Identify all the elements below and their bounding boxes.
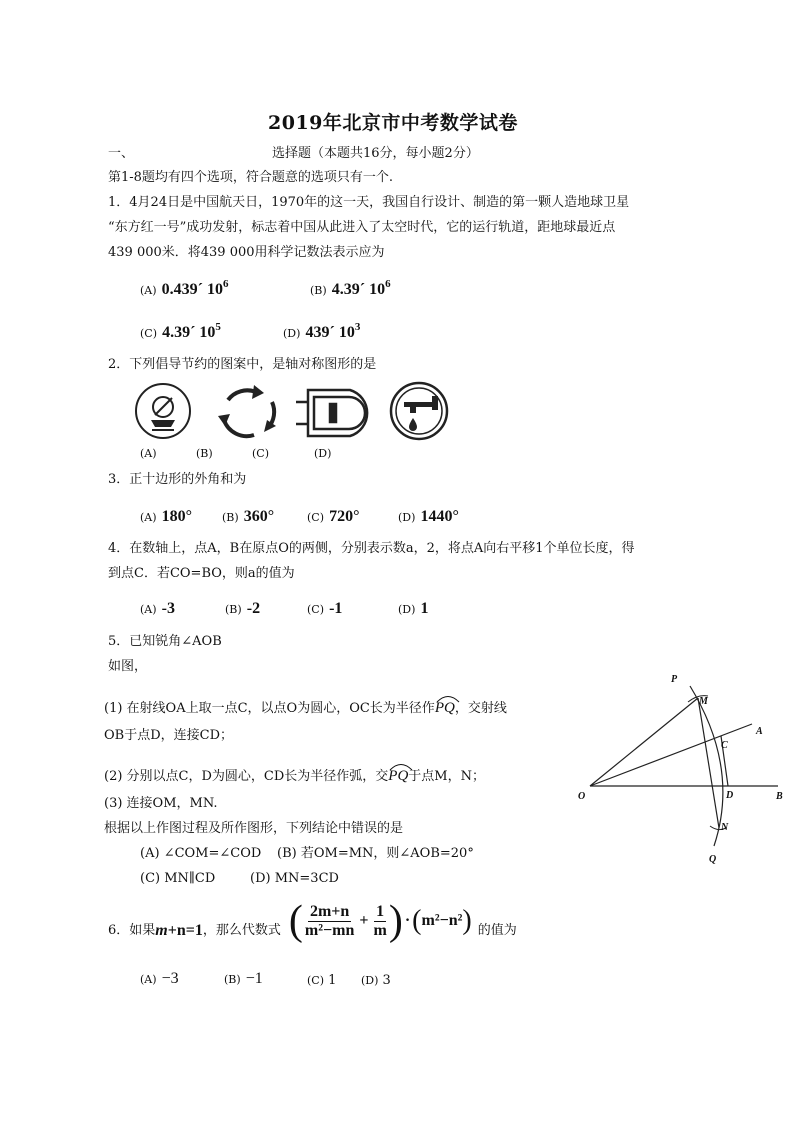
option-label: (B): [225, 603, 242, 616]
q6-option-d[interactable]: (D) 3: [361, 973, 391, 988]
q1-option-a[interactable]: [140, 278, 228, 299]
q6-option-a[interactable]: [140, 968, 179, 988]
q5-figure: [570, 668, 794, 868]
label-p: P: [671, 674, 678, 685]
option-value: -1: [329, 600, 343, 617]
label-q: Q: [709, 854, 717, 865]
q2-stem: 2．下列倡导节约的图案中，是轴对称图形的是: [108, 357, 377, 372]
option-label: (A): [140, 603, 157, 616]
q6-option-c[interactable]: (C) 1: [307, 973, 337, 988]
label-o: O: [578, 791, 586, 802]
q5-option-b[interactable]: (B) 若OM=MN，则∠AOB=20°: [277, 846, 474, 861]
option-value: 1: [420, 600, 429, 617]
option-label: (B): [310, 284, 327, 297]
q2-label-c[interactable]: (C): [252, 447, 269, 460]
option-label: (C): [140, 327, 157, 340]
option-value: 1440°: [420, 508, 459, 525]
label-m: M: [699, 696, 708, 707]
saving-food-icon[interactable]: [136, 384, 190, 438]
option-value: −1: [245, 970, 263, 987]
option-value: -3: [161, 600, 175, 617]
label-a: A: [756, 726, 763, 737]
option-label: (A): [140, 973, 157, 986]
q5-step2: (2) 分别以点C，D为圆心，CD长为半径作弧，交 PQ于点M，N；: [104, 768, 485, 785]
q3-option-c[interactable]: [307, 506, 360, 526]
segment-mn: [698, 698, 719, 828]
q2-label-a[interactable]: (A): [140, 447, 157, 460]
q5-option-c[interactable]: (C) MN∥CD: [140, 871, 216, 886]
q1-line3: 439 000米．将439 000用科学记数法表示应为: [108, 245, 385, 260]
q4-option-c[interactable]: [307, 598, 342, 618]
q3-option-d[interactable]: [398, 506, 459, 526]
q2-label-d[interactable]: (D): [314, 447, 332, 460]
option-label: (D): [398, 603, 416, 616]
q1-line2: “东方红一号”成功发射，标志着中国从此进入了太空时代，它的运行轨道，距地球最近点: [108, 220, 616, 235]
ray-om: [590, 698, 698, 786]
option-value: −3: [161, 970, 179, 987]
q3-option-a[interactable]: [140, 506, 192, 526]
power-plug-icon[interactable]: [296, 390, 367, 436]
label-c: C: [721, 740, 728, 751]
q5-option-d[interactable]: (D) MN=3CD: [250, 871, 339, 886]
q1-line1: 1．4月24日是中国航天日，1970年的这一天，我国自行设计、制造的第一颗人造地球卫星: [108, 195, 630, 210]
q5-intro: 如图，: [108, 659, 148, 674]
ray-oa: [590, 724, 752, 786]
option-value: 720°: [329, 508, 360, 525]
q5-question: 根据以上作图过程及所作图形，下列结论中错误的是: [104, 821, 404, 836]
q4-line2: 到点C．若CO=BO，则a的值为: [108, 566, 295, 581]
arc-pq: PQ: [388, 768, 408, 784]
option-value: -2: [246, 600, 261, 617]
option-value: 4.39´ $10^5$: [162, 321, 221, 341]
option-label: (D): [398, 511, 416, 524]
page-title: 2019年北京市中考数学试卷: [268, 112, 518, 134]
q2-label-b[interactable]: (B): [196, 447, 213, 460]
q6-stem: 6．如果 m+n=1 ，那么代数式 ( $\frac{2m+n}{\text{m²−mn}}$ + $\frac{1}{m}$ ) · ( m²−n² ) 的值为: [108, 898, 517, 944]
section-heading: 选择题（本题共16分，每小题2分）: [272, 146, 479, 161]
q5-option-a[interactable]: (A) ∠COM=∠COD: [140, 846, 262, 861]
option-label: (A): [140, 284, 157, 297]
option-value: 180°: [161, 508, 193, 525]
option-value: 360°: [243, 508, 275, 525]
q4-option-d[interactable]: [398, 598, 429, 618]
q5-stem: 5．已知锐角∠AOB: [108, 634, 222, 649]
q4-option-b[interactable]: [225, 598, 260, 618]
q5-step1: (1) 在射线OA上取一点C，以点O为圆心，OC长为半径作 PQ，交射线: [104, 700, 507, 717]
q3-stem: 3．正十边形的外角和为: [108, 472, 247, 487]
arc-pq: PQ: [435, 700, 455, 716]
water-faucet-icon[interactable]: [391, 383, 447, 439]
option-value: 439´ $10^3$: [305, 321, 361, 341]
q6-expression: ( $\frac{2m+n}{\text{m²−mn}}$ + $\frac{1}{m}$ ) · ( m²−n² ): [288, 898, 472, 944]
option-label: (A): [140, 511, 157, 524]
q6-option-b[interactable]: [224, 968, 263, 988]
option-value: 4.39´ $10^6$: [331, 278, 391, 298]
label-d: D: [726, 790, 734, 801]
q2-figures: [130, 380, 450, 442]
option-label: (B): [224, 973, 241, 986]
q1-option-d[interactable]: [283, 321, 360, 342]
option-label: (D): [283, 327, 301, 340]
q4-line1: 4．在数轴上，点A，B在原点O的两侧，分别表示数a，2，将点A向右平移1个单位长度，得: [108, 541, 635, 556]
q3-option-b[interactable]: [222, 506, 274, 526]
option-value: 0.439´ $10^6$: [161, 278, 229, 298]
q4-option-a[interactable]: [140, 598, 175, 618]
label-b: B: [776, 791, 783, 802]
label-n: N: [721, 822, 729, 833]
q1-option-c[interactable]: [140, 321, 221, 342]
recycle-arrows-icon[interactable]: [218, 385, 276, 436]
q5-step1-cont: OB于点D，连接CD；: [104, 728, 234, 743]
q1-option-b[interactable]: [310, 278, 391, 299]
option-label: (C): [307, 603, 324, 616]
q5-step3: (3) 连接OM，MN.: [104, 796, 218, 811]
section-number: 一、: [108, 146, 135, 161]
option-label: (C): [307, 511, 324, 524]
section-instruction: 第1-8题均有四个选项，符合题意的选项只有一个.: [108, 170, 394, 185]
option-label: (B): [222, 511, 239, 524]
